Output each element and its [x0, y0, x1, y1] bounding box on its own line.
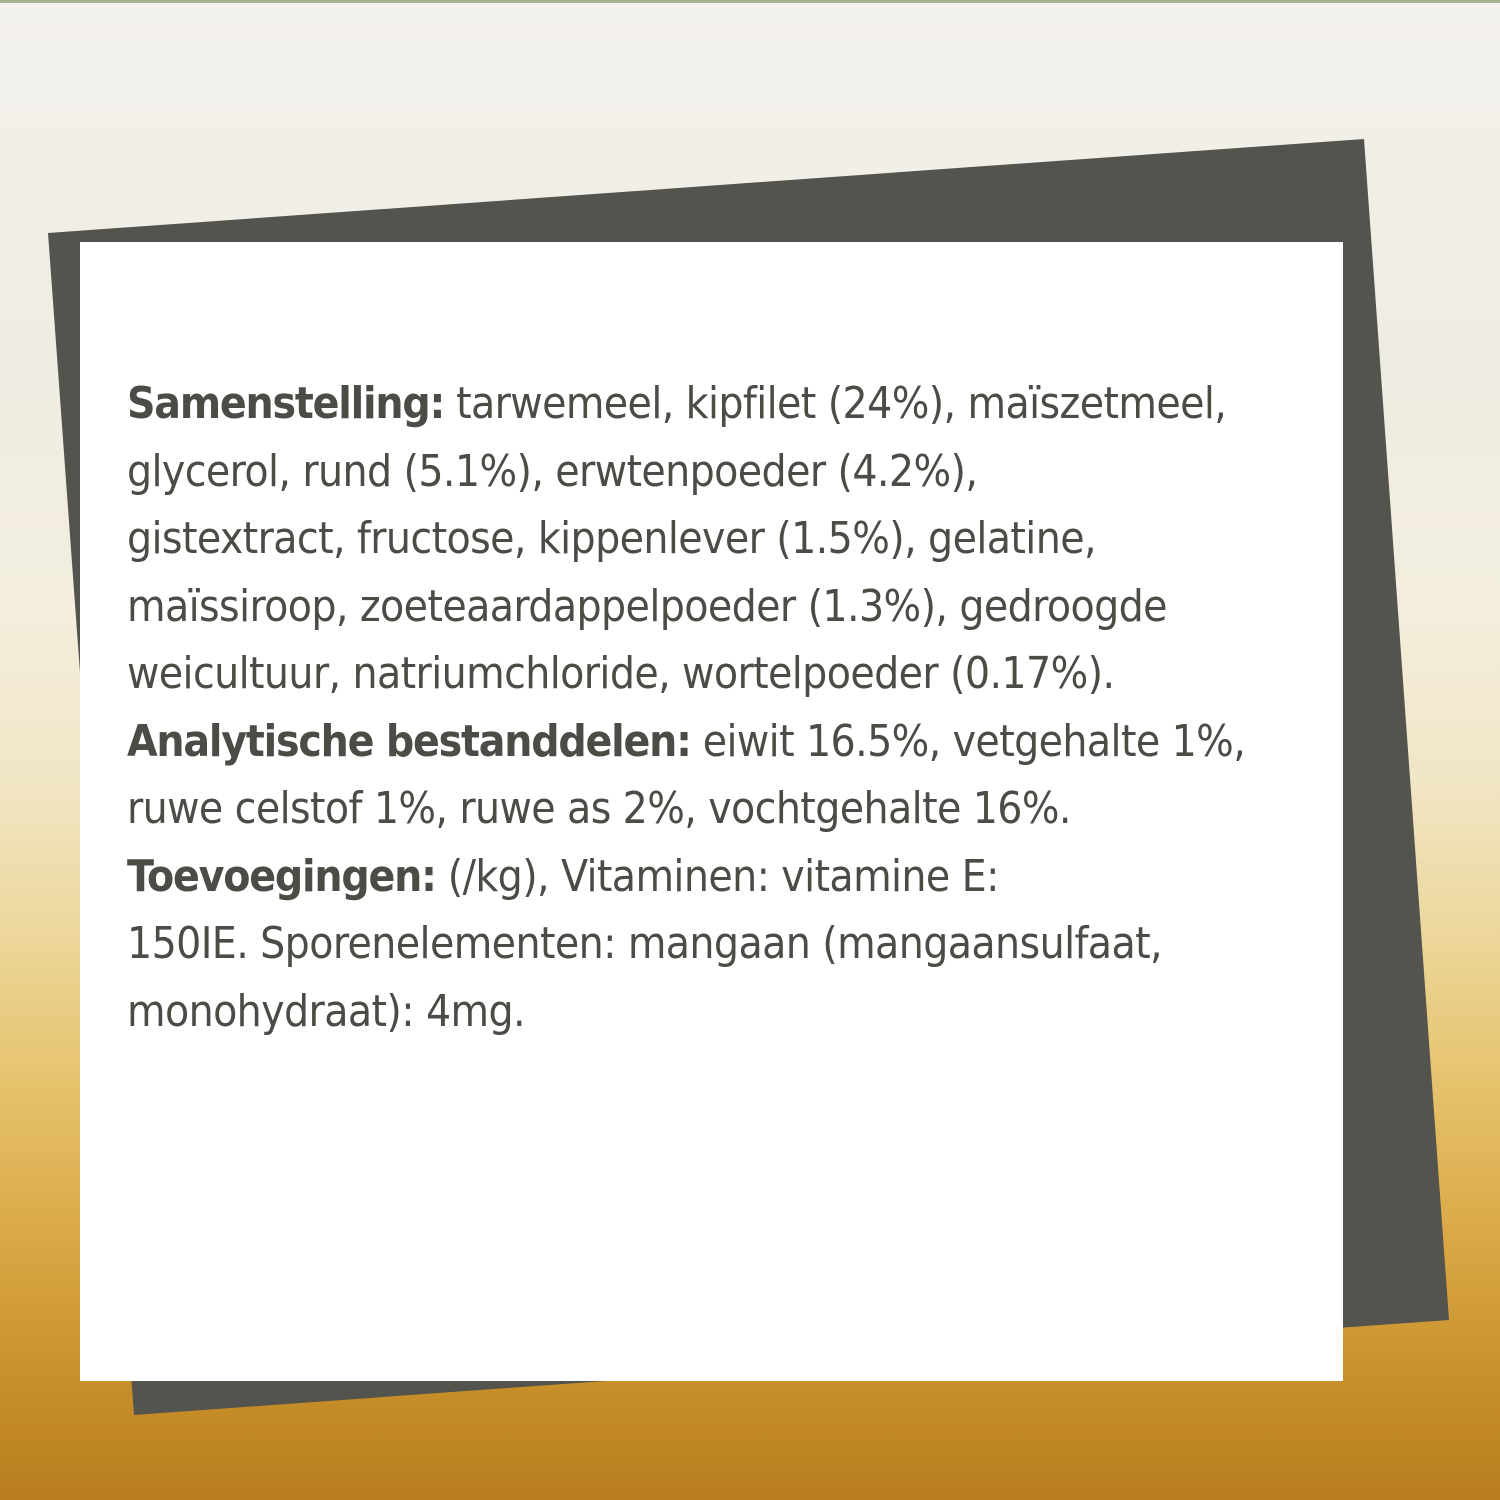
- analytic-section: [127, 708, 1327, 843]
- additives-section: [127, 843, 1327, 1046]
- composition-line: gistextract, fructose, kippenlever (1.5%), gelatine,: [127, 513, 1096, 564]
- additives-line: (/kg), Vitaminen: vitamine E:: [447, 850, 999, 902]
- composition-line: maïssiroop, zoeteaardappelpoeder (1.3%), gedroogde: [127, 580, 1167, 632]
- composition-label: Samenstelling:: [127, 378, 445, 429]
- analytic-line: ruwe celstof 1%, ruwe as 2%, vochtgehalte 16%.: [127, 783, 1071, 834]
- analytic-label: Analytische bestanddelen:: [127, 715, 691, 767]
- composition-section: [127, 370, 1327, 708]
- additives-line: 150IE. Sporenelementen: mangaan (mangaansulfaat,: [127, 918, 1162, 969]
- additives-label: Toevoegingen:: [127, 850, 436, 902]
- composition-line: weicultuur, natriumchloride, wortelpoeder (0.17%).: [127, 648, 1115, 699]
- label-content: [127, 370, 1327, 1045]
- composition-line: glycerol, rund (5.1%), erwtenpoeder (4.2%),: [127, 445, 978, 497]
- analytic-line: eiwit 16.5%, vetgehalte 1%,: [702, 715, 1246, 767]
- additives-line: monohydraat): 4mg.: [127, 985, 526, 1037]
- composition-line: tarwemeel, kipfilet (24%), maïszetmeel,: [456, 378, 1227, 429]
